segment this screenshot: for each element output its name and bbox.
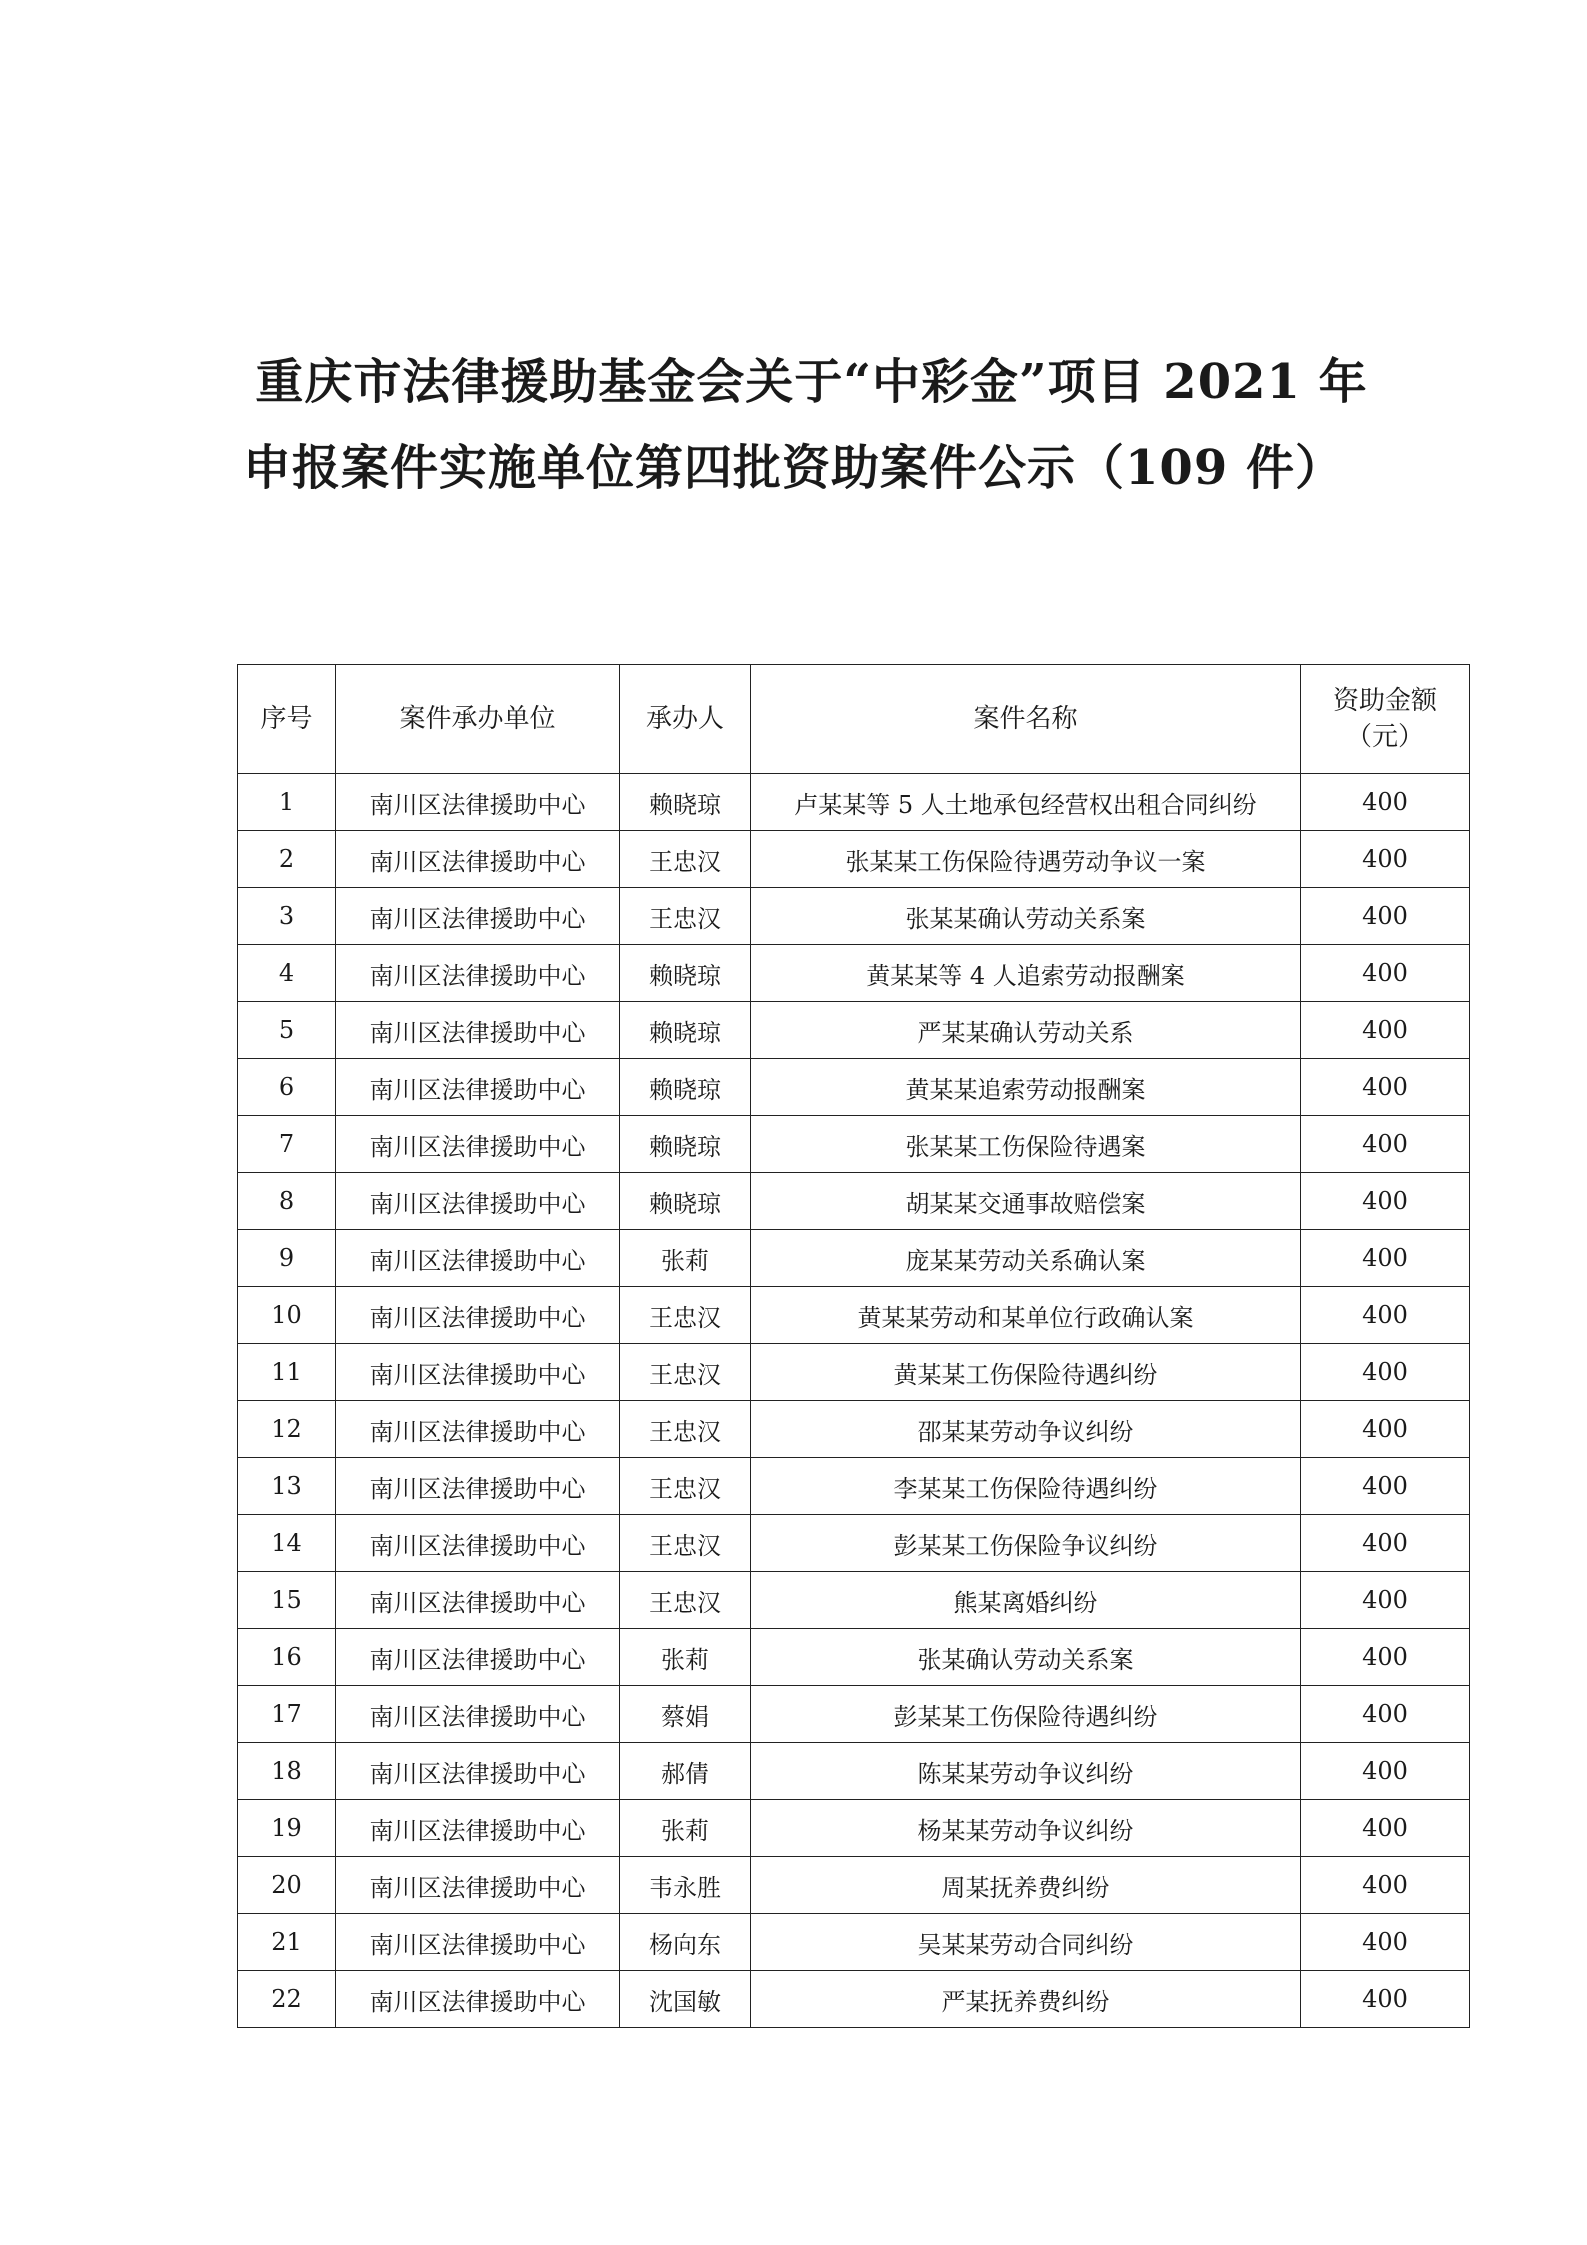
- cell-handler: 王忠汉: [620, 831, 751, 888]
- cell-amount: 400: [1301, 888, 1470, 945]
- cell-unit: 南川区法律援助中心: [336, 1857, 620, 1914]
- header-amount: [1301, 665, 1470, 774]
- cell-handler: 王忠汉: [620, 1458, 751, 1515]
- cell-unit: 南川区法律援助中心: [336, 1401, 620, 1458]
- cell-handler: 王忠汉: [620, 1344, 751, 1401]
- cell-unit: 南川区法律援助中心: [336, 1173, 620, 1230]
- cell-handler: 王忠汉: [620, 888, 751, 945]
- cell-handler: 赖晓琼: [620, 1059, 751, 1116]
- cell-unit: 南川区法律援助中心: [336, 1458, 620, 1515]
- cell-amount: 400: [1301, 1002, 1470, 1059]
- cell-amount: 400: [1301, 774, 1470, 831]
- cell-case-name: 黄某某工伤保险待遇纠纷: [751, 1344, 1301, 1401]
- cell-amount: 400: [1301, 1173, 1470, 1230]
- cell-handler: 王忠汉: [620, 1401, 751, 1458]
- cell-handler: 张莉: [620, 1800, 751, 1857]
- cell-case-name: 熊某离婚纠纷: [751, 1572, 1301, 1629]
- cell-unit: 南川区法律援助中心: [336, 774, 620, 831]
- cell-index: 4: [238, 945, 336, 1002]
- cell-handler: 沈国敏: [620, 1971, 751, 2028]
- cell-amount: 400: [1301, 1401, 1470, 1458]
- cell-handler: 张莉: [620, 1629, 751, 1686]
- cell-case-name: 卢某某等 5 人土地承包经营权出租合同纠纷: [751, 774, 1301, 831]
- cell-handler: 王忠汉: [620, 1572, 751, 1629]
- table-row: [238, 1743, 1470, 1800]
- cell-case-name: 张某确认劳动关系案: [751, 1629, 1301, 1686]
- cell-unit: 南川区法律援助中心: [336, 1800, 620, 1857]
- cell-unit: 南川区法律援助中心: [336, 1686, 620, 1743]
- cell-index: 13: [238, 1458, 336, 1515]
- table-header: [238, 665, 1470, 774]
- cell-unit: 南川区法律援助中心: [336, 1287, 620, 1344]
- table-row: [238, 1629, 1470, 1686]
- cell-case-name: 杨某某劳动争议纠纷: [751, 1800, 1301, 1857]
- funded-cases-table: [237, 664, 1470, 2028]
- cell-index: 22: [238, 1971, 336, 2028]
- document-title-line1: 重庆市法律援助基金会关于“中彩金”项目 2021 年: [255, 354, 1368, 410]
- cell-index: 20: [238, 1857, 336, 1914]
- table-row: [238, 1458, 1470, 1515]
- cell-amount: 400: [1301, 1287, 1470, 1344]
- table-row: [238, 1059, 1470, 1116]
- cell-unit: 南川区法律援助中心: [336, 1002, 620, 1059]
- table-row: [238, 1572, 1470, 1629]
- cell-index: 7: [238, 1116, 336, 1173]
- cell-amount: 400: [1301, 1629, 1470, 1686]
- table-row: [238, 1116, 1470, 1173]
- cell-unit: 南川区法律援助中心: [336, 1059, 620, 1116]
- cell-case-name: 彭某某工伤保险争议纠纷: [751, 1515, 1301, 1572]
- cell-case-name: 李某某工伤保险待遇纠纷: [751, 1458, 1301, 1515]
- table-row: [238, 831, 1470, 888]
- cell-index: 5: [238, 1002, 336, 1059]
- cell-amount: 400: [1301, 1059, 1470, 1116]
- cell-unit: 南川区法律援助中心: [336, 1971, 620, 2028]
- cell-amount: 400: [1301, 1914, 1470, 1971]
- cell-amount: 400: [1301, 1515, 1470, 1572]
- cell-index: 2: [238, 831, 336, 888]
- cell-case-name: 周某抚养费纠纷: [751, 1857, 1301, 1914]
- cell-handler: 赖晓琼: [620, 1002, 751, 1059]
- cell-handler: 王忠汉: [620, 1287, 751, 1344]
- cell-case-name: 胡某某交通事故赔偿案: [751, 1173, 1301, 1230]
- cell-amount: 400: [1301, 1743, 1470, 1800]
- cell-handler: 韦永胜: [620, 1857, 751, 1914]
- cell-index: 6: [238, 1059, 336, 1116]
- cell-handler: 蔡娟: [620, 1686, 751, 1743]
- cell-index: 1: [238, 774, 336, 831]
- cell-index: 17: [238, 1686, 336, 1743]
- cell-index: 19: [238, 1800, 336, 1857]
- cell-index: 14: [238, 1515, 336, 1572]
- cell-handler: 杨向东: [620, 1914, 751, 1971]
- cell-handler: 赖晓琼: [620, 1173, 751, 1230]
- header-index: 序号: [238, 665, 336, 774]
- cell-index: 8: [238, 1173, 336, 1230]
- table-row: [238, 888, 1470, 945]
- cell-handler: 张莉: [620, 1230, 751, 1287]
- cell-index: 21: [238, 1914, 336, 1971]
- table-row: [238, 1002, 1470, 1059]
- cell-amount: 400: [1301, 945, 1470, 1002]
- table-row: [238, 1914, 1470, 1971]
- cell-unit: 南川区法律援助中心: [336, 1743, 620, 1800]
- cell-amount: 400: [1301, 1572, 1470, 1629]
- cell-index: 3: [238, 888, 336, 945]
- cell-case-name: 黄某某劳动和某单位行政确认案: [751, 1287, 1301, 1344]
- table-row: [238, 1401, 1470, 1458]
- cell-handler: 郝倩: [620, 1743, 751, 1800]
- cell-case-name: 彭某某工伤保险待遇纠纷: [751, 1686, 1301, 1743]
- cell-unit: 南川区法律援助中心: [336, 1116, 620, 1173]
- cell-amount: 400: [1301, 1800, 1470, 1857]
- cell-handler: 王忠汉: [620, 1515, 751, 1572]
- cell-amount: 400: [1301, 831, 1470, 888]
- cell-case-name: 黄某某等 4 人追索劳动报酬案: [751, 945, 1301, 1002]
- table-row: [238, 1173, 1470, 1230]
- cell-index: 16: [238, 1629, 336, 1686]
- cell-case-name: 严某某确认劳动关系: [751, 1002, 1301, 1059]
- table-body: [238, 774, 1470, 2028]
- cell-case-name: 黄某某追索劳动报酬案: [751, 1059, 1301, 1116]
- table-row: [238, 1344, 1470, 1401]
- header-case-name: 案件名称: [751, 665, 1301, 774]
- table-row: [238, 774, 1470, 831]
- header-unit: 案件承办单位: [336, 665, 620, 774]
- cell-index: 9: [238, 1230, 336, 1287]
- cell-unit: 南川区法律援助中心: [336, 1230, 620, 1287]
- cell-index: 10: [238, 1287, 336, 1344]
- cell-unit: 南川区法律援助中心: [336, 1629, 620, 1686]
- cell-case-name: 邵某某劳动争议纠纷: [751, 1401, 1301, 1458]
- cell-amount: 400: [1301, 1458, 1470, 1515]
- table-row: [238, 1230, 1470, 1287]
- cell-amount: 400: [1301, 1857, 1470, 1914]
- cell-amount: 400: [1301, 1971, 1470, 2028]
- header-amount-line2: （元）: [1345, 722, 1424, 752]
- cell-index: 11: [238, 1344, 336, 1401]
- table-row: [238, 1515, 1470, 1572]
- cell-unit: 南川区法律援助中心: [336, 1344, 620, 1401]
- cell-unit: 南川区法律援助中心: [336, 945, 620, 1002]
- cell-amount: 400: [1301, 1686, 1470, 1743]
- table-row: [238, 1971, 1470, 2028]
- cell-unit: 南川区法律援助中心: [336, 1515, 620, 1572]
- cell-amount: 400: [1301, 1230, 1470, 1287]
- cell-case-name: 严某抚养费纠纷: [751, 1971, 1301, 2028]
- cell-case-name: 吴某某劳动合同纠纷: [751, 1914, 1301, 1971]
- cell-case-name: 张某某工伤保险待遇劳动争议一案: [751, 831, 1301, 888]
- cell-unit: 南川区法律援助中心: [336, 888, 620, 945]
- cell-case-name: 张某某确认劳动关系案: [751, 888, 1301, 945]
- cell-case-name: 张某某工伤保险待遇案: [751, 1116, 1301, 1173]
- table-row: [238, 1686, 1470, 1743]
- cell-handler: 赖晓琼: [620, 945, 751, 1002]
- cell-case-name: 陈某某劳动争议纠纷: [751, 1743, 1301, 1800]
- table-row: [238, 1857, 1470, 1914]
- cell-unit: 南川区法律援助中心: [336, 831, 620, 888]
- document-title-line2: 申报案件实施单位第四批资助案件公示（109 件）: [243, 440, 1344, 496]
- table-row: [238, 945, 1470, 1002]
- cell-amount: 400: [1301, 1344, 1470, 1401]
- cell-handler: 赖晓琼: [620, 774, 751, 831]
- table-header-row: [238, 665, 1470, 774]
- header-handler: 承办人: [620, 665, 751, 774]
- cell-index: 18: [238, 1743, 336, 1800]
- cell-unit: 南川区法律援助中心: [336, 1914, 620, 1971]
- cell-amount: 400: [1301, 1116, 1470, 1173]
- cell-index: 15: [238, 1572, 336, 1629]
- cell-case-name: 庞某某劳动关系确认案: [751, 1230, 1301, 1287]
- cell-unit: 南川区法律援助中心: [336, 1572, 620, 1629]
- cell-index: 12: [238, 1401, 336, 1458]
- cell-handler: 赖晓琼: [620, 1116, 751, 1173]
- table-row: [238, 1287, 1470, 1344]
- table-row: [238, 1800, 1470, 1857]
- header-amount-line1: 资助金额: [1332, 685, 1437, 716]
